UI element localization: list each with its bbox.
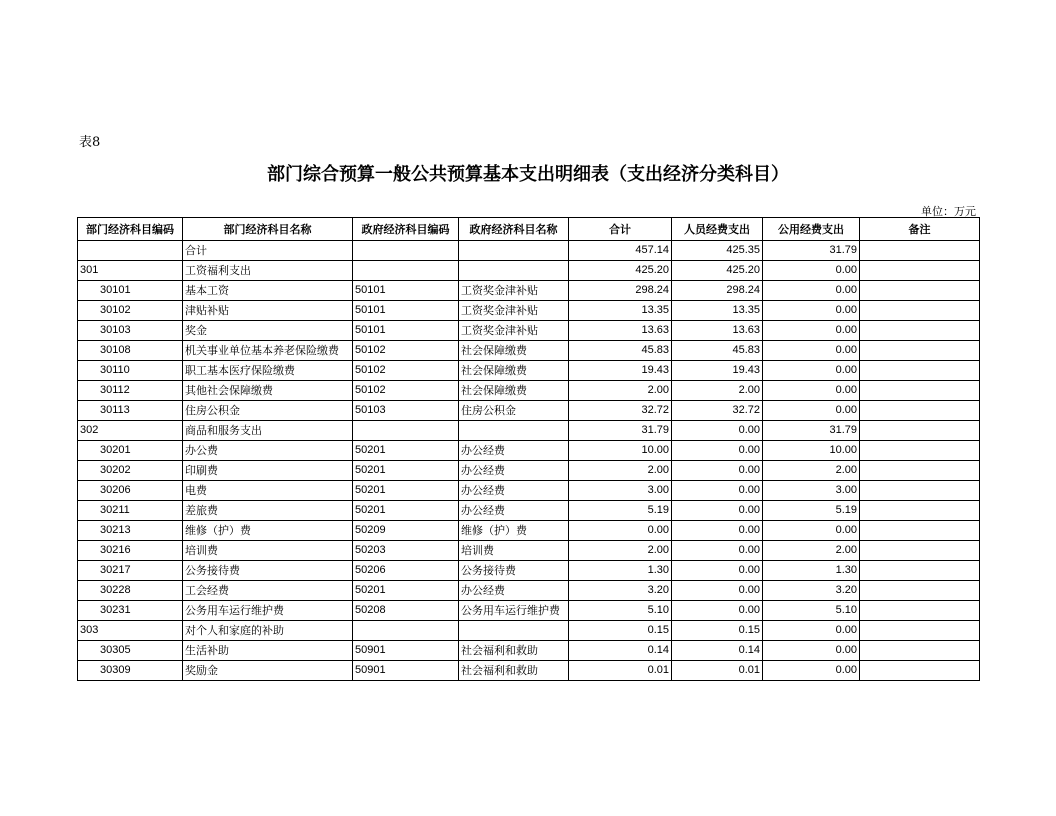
cell-note (860, 241, 980, 261)
col-header-gov-code: 政府经济科目编码 (353, 218, 459, 241)
cell-total: 0.01 (569, 661, 672, 681)
cell-gov-code: 50201 (353, 581, 459, 601)
table-row (78, 421, 980, 441)
cell-note (860, 401, 980, 421)
cell-public: 0.00 (763, 301, 860, 321)
cell-public: 3.20 (763, 581, 860, 601)
cell-gov-name: 公务接待费 (459, 561, 569, 581)
cell-public: 1.30 (763, 561, 860, 581)
cell-note (860, 441, 980, 461)
cell-dept-name: 对个人和家庭的补助 (183, 621, 353, 641)
cell-gov-code: 50901 (353, 661, 459, 681)
table-row (78, 601, 980, 621)
cell-note (860, 661, 980, 681)
cell-gov-name: 工资奖金津补贴 (459, 321, 569, 341)
cell-total: 457.14 (569, 241, 672, 261)
cell-dept-name: 维修（护）费 (183, 521, 353, 541)
cell-dept-code: 301 (78, 261, 183, 281)
cell-dept-code: 30228 (78, 581, 183, 601)
cell-dept-code: 302 (78, 421, 183, 441)
cell-total: 13.35 (569, 301, 672, 321)
cell-gov-code (353, 261, 459, 281)
cell-note (860, 601, 980, 621)
header-row (78, 218, 980, 241)
cell-personnel: 0.00 (672, 601, 763, 621)
cell-public: 2.00 (763, 461, 860, 481)
cell-gov-code: 50901 (353, 641, 459, 661)
cell-personnel: 0.00 (672, 481, 763, 501)
cell-dept-name: 电费 (183, 481, 353, 501)
cell-note (860, 281, 980, 301)
cell-gov-code: 50201 (353, 461, 459, 481)
cell-personnel: 13.35 (672, 301, 763, 321)
cell-gov-name: 办公经费 (459, 461, 569, 481)
cell-public: 2.00 (763, 541, 860, 561)
cell-personnel: 425.35 (672, 241, 763, 261)
cell-personnel: 0.00 (672, 541, 763, 561)
table-row (78, 341, 980, 361)
cell-personnel: 0.14 (672, 641, 763, 661)
cell-gov-code: 50101 (353, 301, 459, 321)
cell-gov-code: 50201 (353, 501, 459, 521)
cell-dept-name: 生活补助 (183, 641, 353, 661)
cell-total: 13.63 (569, 321, 672, 341)
cell-dept-code: 30113 (78, 401, 183, 421)
cell-gov-code: 50201 (353, 441, 459, 461)
cell-note (860, 501, 980, 521)
cell-total: 1.30 (569, 561, 672, 581)
table-row (78, 521, 980, 541)
cell-dept-code: 303 (78, 621, 183, 641)
table-row (78, 261, 980, 281)
cell-gov-name: 办公经费 (459, 481, 569, 501)
table-row (78, 301, 980, 321)
cell-gov-code: 50102 (353, 361, 459, 381)
cell-note (860, 581, 980, 601)
cell-total: 3.20 (569, 581, 672, 601)
table-row (78, 581, 980, 601)
cell-public: 0.00 (763, 261, 860, 281)
cell-personnel: 0.15 (672, 621, 763, 641)
cell-dept-code: 30305 (78, 641, 183, 661)
col-header-note: 备注 (860, 218, 980, 241)
cell-dept-code: 30102 (78, 301, 183, 321)
cell-note (860, 521, 980, 541)
col-header-total: 合计 (569, 218, 672, 241)
cell-personnel: 425.20 (672, 261, 763, 281)
cell-total: 0.14 (569, 641, 672, 661)
cell-public: 0.00 (763, 521, 860, 541)
cell-public: 10.00 (763, 441, 860, 461)
cell-total: 2.00 (569, 461, 672, 481)
cell-note (860, 261, 980, 281)
cell-dept-name: 工会经费 (183, 581, 353, 601)
cell-note (860, 621, 980, 641)
cell-gov-code: 50203 (353, 541, 459, 561)
table-row (78, 641, 980, 661)
table-body (78, 241, 980, 681)
cell-public: 0.00 (763, 341, 860, 361)
col-header-public: 公用经费支出 (763, 218, 860, 241)
cell-gov-code: 50201 (353, 481, 459, 501)
cell-dept-name: 公务接待费 (183, 561, 353, 581)
cell-personnel: 0.00 (672, 561, 763, 581)
budget-table (77, 217, 980, 681)
cell-gov-name: 办公经费 (459, 501, 569, 521)
cell-gov-code: 50102 (353, 381, 459, 401)
cell-dept-code: 30112 (78, 381, 183, 401)
col-header-personnel: 人员经费支出 (672, 218, 763, 241)
cell-gov-name: 住房公积金 (459, 401, 569, 421)
cell-public: 0.00 (763, 281, 860, 301)
cell-public: 31.79 (763, 421, 860, 441)
cell-personnel: 0.00 (672, 461, 763, 481)
cell-gov-code: 50101 (353, 281, 459, 301)
table-row (78, 381, 980, 401)
table-row (78, 321, 980, 341)
cell-total: 425.20 (569, 261, 672, 281)
cell-dept-name: 商品和服务支出 (183, 421, 353, 441)
cell-personnel: 0.01 (672, 661, 763, 681)
cell-gov-name: 办公经费 (459, 441, 569, 461)
cell-note (860, 481, 980, 501)
cell-gov-code: 50208 (353, 601, 459, 621)
col-header-gov-name: 政府经济科目名称 (459, 218, 569, 241)
cell-gov-name (459, 241, 569, 261)
cell-personnel: 32.72 (672, 401, 763, 421)
cell-dept-code: 30101 (78, 281, 183, 301)
cell-dept-name: 住房公积金 (183, 401, 353, 421)
cell-total: 32.72 (569, 401, 672, 421)
cell-public: 0.00 (763, 321, 860, 341)
cell-note (860, 361, 980, 381)
table-row (78, 401, 980, 421)
col-header-dept-code: 部门经济科目编码 (78, 218, 183, 241)
cell-public: 0.00 (763, 401, 860, 421)
cell-dept-name: 公务用车运行维护费 (183, 601, 353, 621)
cell-public: 0.00 (763, 641, 860, 661)
cell-gov-name: 社会福利和救助 (459, 661, 569, 681)
unit-label: 单位：万元 (921, 205, 976, 218)
cell-note (860, 341, 980, 361)
cell-dept-code: 30217 (78, 561, 183, 581)
cell-total: 5.10 (569, 601, 672, 621)
cell-public: 0.00 (763, 621, 860, 641)
cell-total: 3.00 (569, 481, 672, 501)
cell-note (860, 561, 980, 581)
cell-note (860, 301, 980, 321)
cell-dept-code: 30213 (78, 521, 183, 541)
cell-total: 45.83 (569, 341, 672, 361)
cell-dept-name: 奖金 (183, 321, 353, 341)
cell-gov-name: 社会保障缴费 (459, 341, 569, 361)
cell-dept-code: 30206 (78, 481, 183, 501)
cell-total: 0.15 (569, 621, 672, 641)
table-row (78, 541, 980, 561)
table-number: 表8 (79, 135, 101, 150)
cell-dept-name: 工资福利支出 (183, 261, 353, 281)
table-row (78, 561, 980, 581)
cell-total: 19.43 (569, 361, 672, 381)
table-row (78, 441, 980, 461)
table-row (78, 481, 980, 501)
cell-note (860, 641, 980, 661)
cell-gov-name: 社会保障缴费 (459, 361, 569, 381)
table-row (78, 661, 980, 681)
cell-total: 31.79 (569, 421, 672, 441)
cell-dept-name: 办公费 (183, 441, 353, 461)
cell-note (860, 321, 980, 341)
cell-dept-code: 30211 (78, 501, 183, 521)
cell-gov-code: 50103 (353, 401, 459, 421)
table-row (78, 281, 980, 301)
cell-gov-name (459, 261, 569, 281)
cell-personnel: 45.83 (672, 341, 763, 361)
cell-dept-name: 合计 (183, 241, 353, 261)
cell-personnel: 2.00 (672, 381, 763, 401)
cell-public: 0.00 (763, 381, 860, 401)
cell-personnel: 13.63 (672, 321, 763, 341)
cell-dept-code: 30231 (78, 601, 183, 621)
cell-dept-name: 培训费 (183, 541, 353, 561)
cell-personnel: 0.00 (672, 521, 763, 541)
cell-dept-code: 30309 (78, 661, 183, 681)
cell-gov-code: 50206 (353, 561, 459, 581)
cell-gov-name (459, 421, 569, 441)
cell-gov-name: 公务用车运行维护费 (459, 601, 569, 621)
cell-gov-name: 社会福利和救助 (459, 641, 569, 661)
cell-dept-name: 差旅费 (183, 501, 353, 521)
cell-dept-name: 奖励金 (183, 661, 353, 681)
cell-gov-name: 工资奖金津补贴 (459, 281, 569, 301)
cell-dept-name: 机关事业单位基本养老保险缴费 (183, 341, 353, 361)
cell-dept-name: 津贴补贴 (183, 301, 353, 321)
cell-gov-code: 50102 (353, 341, 459, 361)
cell-gov-code (353, 421, 459, 441)
cell-dept-code: 30110 (78, 361, 183, 381)
cell-dept-name: 印刷费 (183, 461, 353, 481)
cell-public: 0.00 (763, 361, 860, 381)
cell-personnel: 298.24 (672, 281, 763, 301)
cell-gov-code: 50209 (353, 521, 459, 541)
cell-total: 10.00 (569, 441, 672, 461)
cell-gov-name: 工资奖金津补贴 (459, 301, 569, 321)
cell-note (860, 541, 980, 561)
col-header-dept-name: 部门经济科目名称 (183, 218, 353, 241)
cell-gov-code (353, 241, 459, 261)
cell-note (860, 421, 980, 441)
cell-total: 5.19 (569, 501, 672, 521)
cell-personnel: 0.00 (672, 421, 763, 441)
table-row (78, 461, 980, 481)
cell-personnel: 0.00 (672, 581, 763, 601)
table-row (78, 241, 980, 261)
cell-gov-name (459, 621, 569, 641)
table-row (78, 361, 980, 381)
cell-public: 5.19 (763, 501, 860, 521)
cell-public: 0.00 (763, 661, 860, 681)
cell-dept-name: 其他社会保障缴费 (183, 381, 353, 401)
cell-dept-code (78, 241, 183, 261)
cell-dept-code: 30202 (78, 461, 183, 481)
cell-public: 31.79 (763, 241, 860, 261)
cell-gov-name: 培训费 (459, 541, 569, 561)
cell-dept-name: 职工基本医疗保险缴费 (183, 361, 353, 381)
table-row (78, 501, 980, 521)
cell-public: 3.00 (763, 481, 860, 501)
cell-gov-code: 50101 (353, 321, 459, 341)
cell-total: 2.00 (569, 381, 672, 401)
cell-gov-code (353, 621, 459, 641)
cell-personnel: 19.43 (672, 361, 763, 381)
cell-note (860, 381, 980, 401)
cell-dept-code: 30108 (78, 341, 183, 361)
cell-total: 2.00 (569, 541, 672, 561)
cell-dept-code: 30103 (78, 321, 183, 341)
cell-note (860, 461, 980, 481)
cell-total: 298.24 (569, 281, 672, 301)
cell-dept-code: 30201 (78, 441, 183, 461)
cell-personnel: 0.00 (672, 441, 763, 461)
cell-gov-name: 社会保障缴费 (459, 381, 569, 401)
table-row (78, 621, 980, 641)
cell-dept-name: 基本工资 (183, 281, 353, 301)
cell-gov-name: 办公经费 (459, 581, 569, 601)
cell-public: 5.10 (763, 601, 860, 621)
cell-total: 0.00 (569, 521, 672, 541)
cell-dept-code: 30216 (78, 541, 183, 561)
page-title: 部门综合预算一般公共预算基本支出明细表（支出经济分类科目） (267, 164, 789, 185)
cell-personnel: 0.00 (672, 501, 763, 521)
cell-gov-name: 维修（护）费 (459, 521, 569, 541)
